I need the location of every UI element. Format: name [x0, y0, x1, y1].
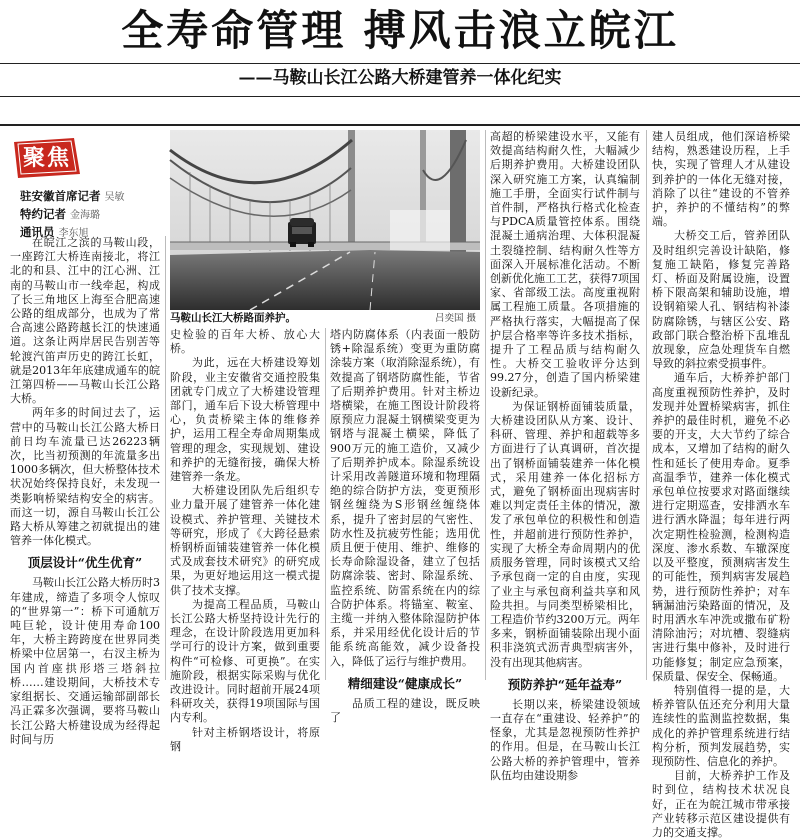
byline-name: 金海璐 — [70, 210, 100, 221]
paragraph: 长期以来，桥梁建设领域一直存在“重建设、轻养护”的怪象，尤其是忽视预防性养护的作用。但是，在马鞍山长江公路大桥的养护管理中，管养队伍均由建设期参 — [490, 697, 640, 782]
paragraph: 通车后，大桥养护部门高度重视预防性养护，及时发现并处置桥梁病害，抓住养护的最佳时机，避免不必要的开支，大大节约了综合成本，又增加了结构的耐久性和延长了使用寿命。夏季高温季节，建养一体化模式承包单位按要求对路面继续进行定期巡查，安排洒水车进行洒水降温；每年进行两次定期性检验测，检测构造深度、渗水系数、车辙深度以及平整度，预测病害发生的可能性，预判病害发展趋势，进行预防性养护；对车辆漏油污染路面的情况，及时用洒水车冲洗或撒布矿粉清除油污；对坑槽、裂缝病害进行集中修补，及时进行功能修复；制定应急预案，保质量、保安全、保畅通。 — [652, 371, 790, 683]
focus-badge — [14, 138, 80, 178]
subheadline: ——马鞍山长江公路大桥建管养一体化纪实 — [238, 68, 562, 88]
byline-role: 驻安徽首席记者 — [20, 189, 101, 203]
section-heading: 精细建设“健康成长” — [347, 675, 463, 691]
paragraph: 马鞍山长江公路大桥历时3年建成，缔造了多项令人惊叹的“世界第一”：桥下可通航万吨巨轮，设计使用寿命100年，大桥主跨跨度在世界同类桥梁中位居第一，右汊主桥为国内首座拱形塔三塔斜拉桥……建设期间，大桥技术专家组据长、交通运输部副部长冯正霖多次强调，要将马鞍山长江公路大桥建设成为经得起时间与历 — [10, 576, 160, 746]
paragraph: 塔内防腐体系（内表面一般防锈+除湿系统）变更为重防腐涂装方案（取消除湿系统），有效提高了钢塔防腐性能，节省了后期养护费用。针对主桥边塔横梁，在施工图设计阶段将原预应力混凝土钢横梁变更为钢塔与混凝土横梁，降低了900万元的施工造价，又减少了后期养护成本。除湿系统设计采用改善隧道环境和物理隔绝的综合防护方法，变更预形钢丝缠绕为S形钢丝缠绕体系，提升了密封层的气密性、防水性及抗疲劳性能；选用优质且便于使用、维护、维修的长寿命除湿设备，建立了包括防腐涂装、密封、除湿系统、监控系统、防雷系统在内的综合防护体系。将锚室、鞍室、主缆一并纳入整体除湿防护体系，并采用经优化设计后的节能系统高能效，减少设备投入，降低了运行与维护费用。 — [330, 328, 480, 668]
paragraph: 高超的桥梁建设水平，又能有效提高结构耐久性，大幅减少后期养护费用。大桥建设团队深入研究施工方案，认真编制施工手册，全面实行试件制与首件制，严格执行格式化检查与PDCA质量管控体系。围绕混凝土通病治理、大体积混凝土裂缝控制、结构耐久性等方面深入开展标准化活动。不断创新优化施工工艺，获得7项国家、省部级工法。高度重视附属工程施工质量。各项措施的严格执行落实，大幅提高了保护层合格率等许多技术指标，提升了工程品质与结构耐久性。大桥交工验收评分达到99.27分，创造了国内桥梁建设新纪录。 — [490, 130, 640, 399]
paragraph: 针对主桥钢塔设计，将原钢 — [170, 725, 320, 753]
focus-badge-label: 聚焦 — [22, 145, 71, 171]
paragraph: 两年多的时间过去了，运营中的马鞍山长江公路大桥日前日均车流量已达26223辆次，比当初预测的年流量多出1000多辆次，但大桥整体技术状况始终保持良好，未发现一类影响桥梁结构安全的病害。而这一切，源自马鞍山长江公路大桥从筹建之初就提出的建管养一体化模式。 — [10, 406, 160, 548]
paragraph: 品质工程的建设，既反映了 — [330, 696, 480, 725]
paragraph: 特别值得一提的是，大桥养管队伍还充分利用大量连续性的监测监控数据，集成化的养护管理系统进行结构分析，预判发展趋势，实现预防性、信息化的养护。 — [652, 683, 790, 768]
paragraph: 史检验的百年大桥、放心大桥。 — [170, 328, 320, 356]
paragraph: 为保证钢桥面铺装质量，大桥建设团队从方案、设计、科研、管理、养护和超载等多方面进行了认真调研，首次提出了钢桥面铺装建养一体化模式，采用建养一体化招标方式，避免了钢桥面出现病害时难以判定责任主体的情况，激发了承包单位的积极性和创造性，并超前进行预防性养护，实现了大桥全寿命周期内的优质服务管理，同时该模式又给予承包商一定的自由度，实现了业主与承包商利益共享和风险共担。与同类型桥梁相比，工程造价节约3200万元。两年多来，钢桥面铺装除出现小面积非浇筑式沥青典型病害外，没有出现其他病害。 — [490, 399, 640, 669]
paragraph: 建人员组成，他们深谙桥梁结构，熟悉建设历程，上手快，实现了管理人才从建设到养护的一体化无缝对接，消除了以往“建设的不管养护，养护的不懂结构”的弊端。 — [652, 130, 790, 229]
paragraph: 大桥交工后，管养团队及时组织完善设计缺陷，修复施工缺陷，修复完善路灯、桥面及附属设施，设置桥下限高架和辅助设施，增设钢箱梁人孔、钢结构补漆防腐除锈，与辖区公安、路政部门联合整治桥下乱堆乱放现象，应急处理货车自燃导致的斜拉索受损事件。 — [652, 229, 790, 371]
byline — [20, 188, 165, 242]
column-divider — [325, 328, 326, 680]
photo-credit: 吕奕国 摄 — [434, 313, 476, 324]
column-divider — [485, 130, 486, 680]
article-column-2 — [170, 328, 320, 753]
article-column-4 — [490, 130, 640, 782]
headline-rule — [0, 63, 800, 64]
byline-line — [20, 188, 165, 206]
photo-caption — [170, 312, 480, 325]
bridge-photo — [170, 130, 480, 310]
subheadline-rule-top — [0, 96, 800, 97]
paragraph: 在皖江之滨的马鞍山段，一座跨江大桥连南接北，将江北的和县、江中的江心洲、江南的马鞍山市一线牵起，构成了长三角地区上海至合肥高速公路的组成部分，也成为了常合高速公路跨越长江的快速通道。这条让两岸居民告别苦等轮渡汽笛声历史的跨江长虹，就是2013年年底建成通车的皖江第四桥——马鞍山长江公路大桥。 — [10, 236, 160, 406]
article-column-5 — [652, 130, 790, 839]
byline-name: 吴敏 — [104, 192, 125, 203]
byline-role: 通讯员 — [20, 225, 55, 239]
section-heading: 顶层设计“优生优育” — [27, 555, 143, 571]
byline-name: 李东旭 — [58, 228, 89, 239]
paragraph: 为提高工程品质，马鞍山长江公路大桥坚持设计先行的理念，在设计阶段选用更加科学可行的设计方案，做到重要构件“可检修、可更换”。在实施阶段，根据实际采购与优化改进设计。同时超前开展24项科研攻关，获得19项国际与国内专利。 — [170, 597, 320, 725]
paragraph: 目前，大桥养护工作及时到位，结构技术状况良好，正在为皖江城市带承接产业转移示范区建设提供有力的交通支撑。 — [652, 769, 790, 839]
headline: 全寿命管理 搏风击浪立皖江 — [121, 6, 679, 55]
paragraph: 为此，远在大桥建设筹划阶段，业主安徽省交通控股集团就专门成立了大桥建设管理部门，通车后下设大桥管理中心，负责桥梁主体的维修养护，运用工程全寿命周期集成管理的理念，实现规划、建设和养护的无缝衔接，确保大桥建管养一条龙。 — [170, 356, 320, 484]
section-heading: 预防养护“延年益寿” — [507, 676, 623, 692]
bridge-photo-illustration — [170, 130, 480, 310]
article-column-1 — [10, 236, 160, 746]
article-column-3 — [330, 328, 480, 725]
byline-role: 特约记者 — [20, 207, 66, 221]
byline-line — [20, 206, 165, 224]
paragraph: 大桥建设团队先后组织专业力量开展了建管养一体化建设模式、养护管理、关键技术等研究，形成了《大跨径悬索桥钢桥面铺装建管养一体化模式及成套技术研究》的研究成果，为更好地运用这一模式提供了技术支撑。 — [170, 484, 320, 597]
column-divider — [165, 236, 166, 680]
column-divider — [646, 130, 647, 680]
article-top-rule — [0, 124, 800, 126]
photo-caption-text: 马鞍山长江大桥路面养护。 — [170, 312, 296, 324]
